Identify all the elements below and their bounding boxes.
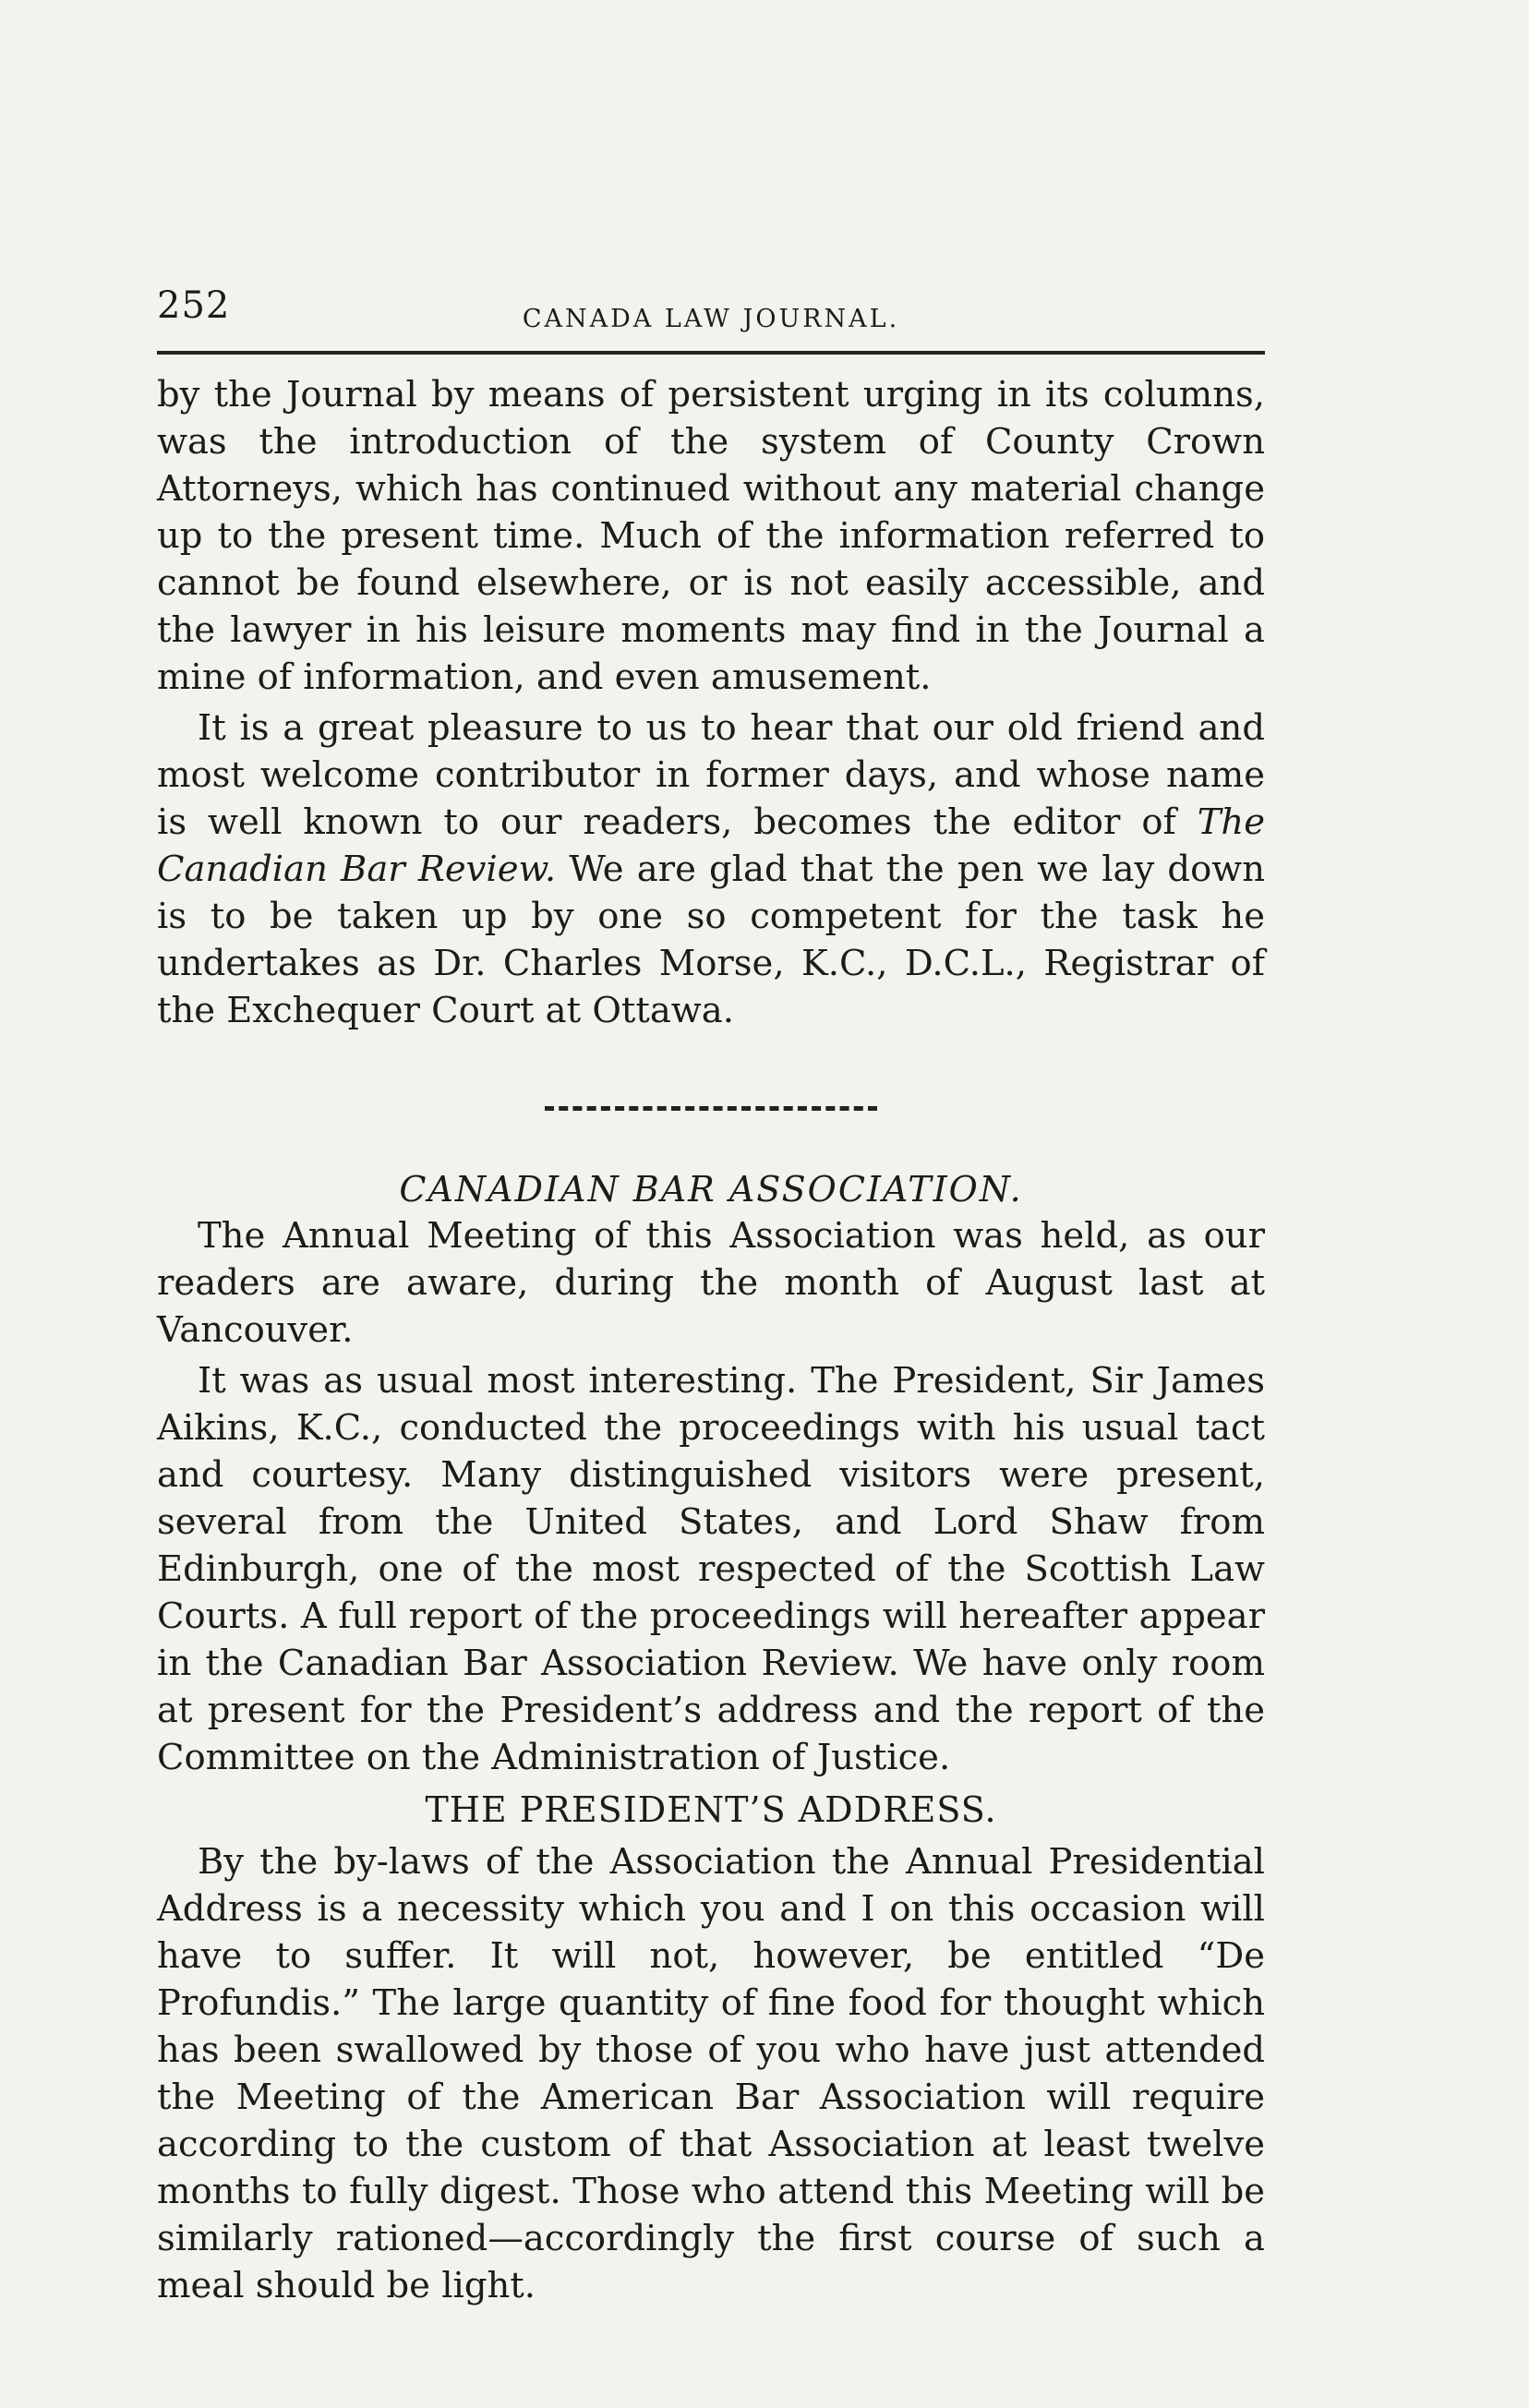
page-number: 252 xyxy=(157,284,231,327)
article-body xyxy=(157,371,1265,2309)
paragraph-proceedings: It was as usual most interesting. The President, Sir James Aikins, K.C., conducted the proceedings with his usual tact and courtesy. Many distinguished visitors were present, several from the United States, and Lord Shaw from Edinburgh, one of the most respected of the Scottish Law Courts. A full report of the proceedings will hereafter appear in the Canadian Bar Association Review. We have only room at present for the President’s address and the report of the Committee on the Administration of Justice. xyxy=(157,1360,1265,1778)
journal-page xyxy=(157,277,1265,2313)
paragraph-new-editor xyxy=(157,704,1265,1034)
page-header xyxy=(157,277,1265,355)
subsection-title: THE PRESIDENT’S ADDRESS. xyxy=(425,1789,997,1830)
section-separator xyxy=(545,1106,877,1111)
running-title: CANADA LAW JOURNAL. xyxy=(522,305,900,333)
paragraph-new-editor-end: We are glad that the pen we lay down is to be taken up by one so competent for the task he undertakes as Dr. Charles Morse, K.C., D.C.L., Registrar of the Exchequer Court at Ottawa. xyxy=(157,849,1265,1031)
paragraph-annual-meeting: The Annual Meeting of this Association was held, as our readers are aware, during the month of August last at Vancouver. xyxy=(157,1215,1265,1351)
review-title: The Canadian Bar Review. xyxy=(157,801,1265,890)
paragraph-presidents-address: By the by-laws of the Association the Annual Presidential Address is a necessity which you and I on this occasion will have to suffer. It will not, however, be entitled “De Profundis.” The large quantity of fine food for thought which has been swallowed by those of you who have just attended the Meeting of the American Bar Association will require according to the custom of that Association at least twelve months to fully digest. Those who attend this Meeting will be similarly rationed—accordingly the first course of such a meal should be light. xyxy=(157,1841,1265,2306)
paragraph-journal-history: by the Journal by means of persistent urging in its columns, was the introduction of the system of County Crown Attorneys, which has continued without any material change up to the present time. Much of the information referred to cannot be found elsewhere, or is not easily accessible, and the lawyer in his leisure moments may find in the Journal a mine of information, and even amusement. xyxy=(157,374,1265,698)
paragraph-new-editor-start: It is a great pleasure to us to hear that our old friend and most welcome contributor in former days, and whose name is well known to our readers, becomes the editor of xyxy=(157,707,1265,843)
section-title: CANADIAN BAR ASSOCIATION. xyxy=(399,1169,1023,1210)
